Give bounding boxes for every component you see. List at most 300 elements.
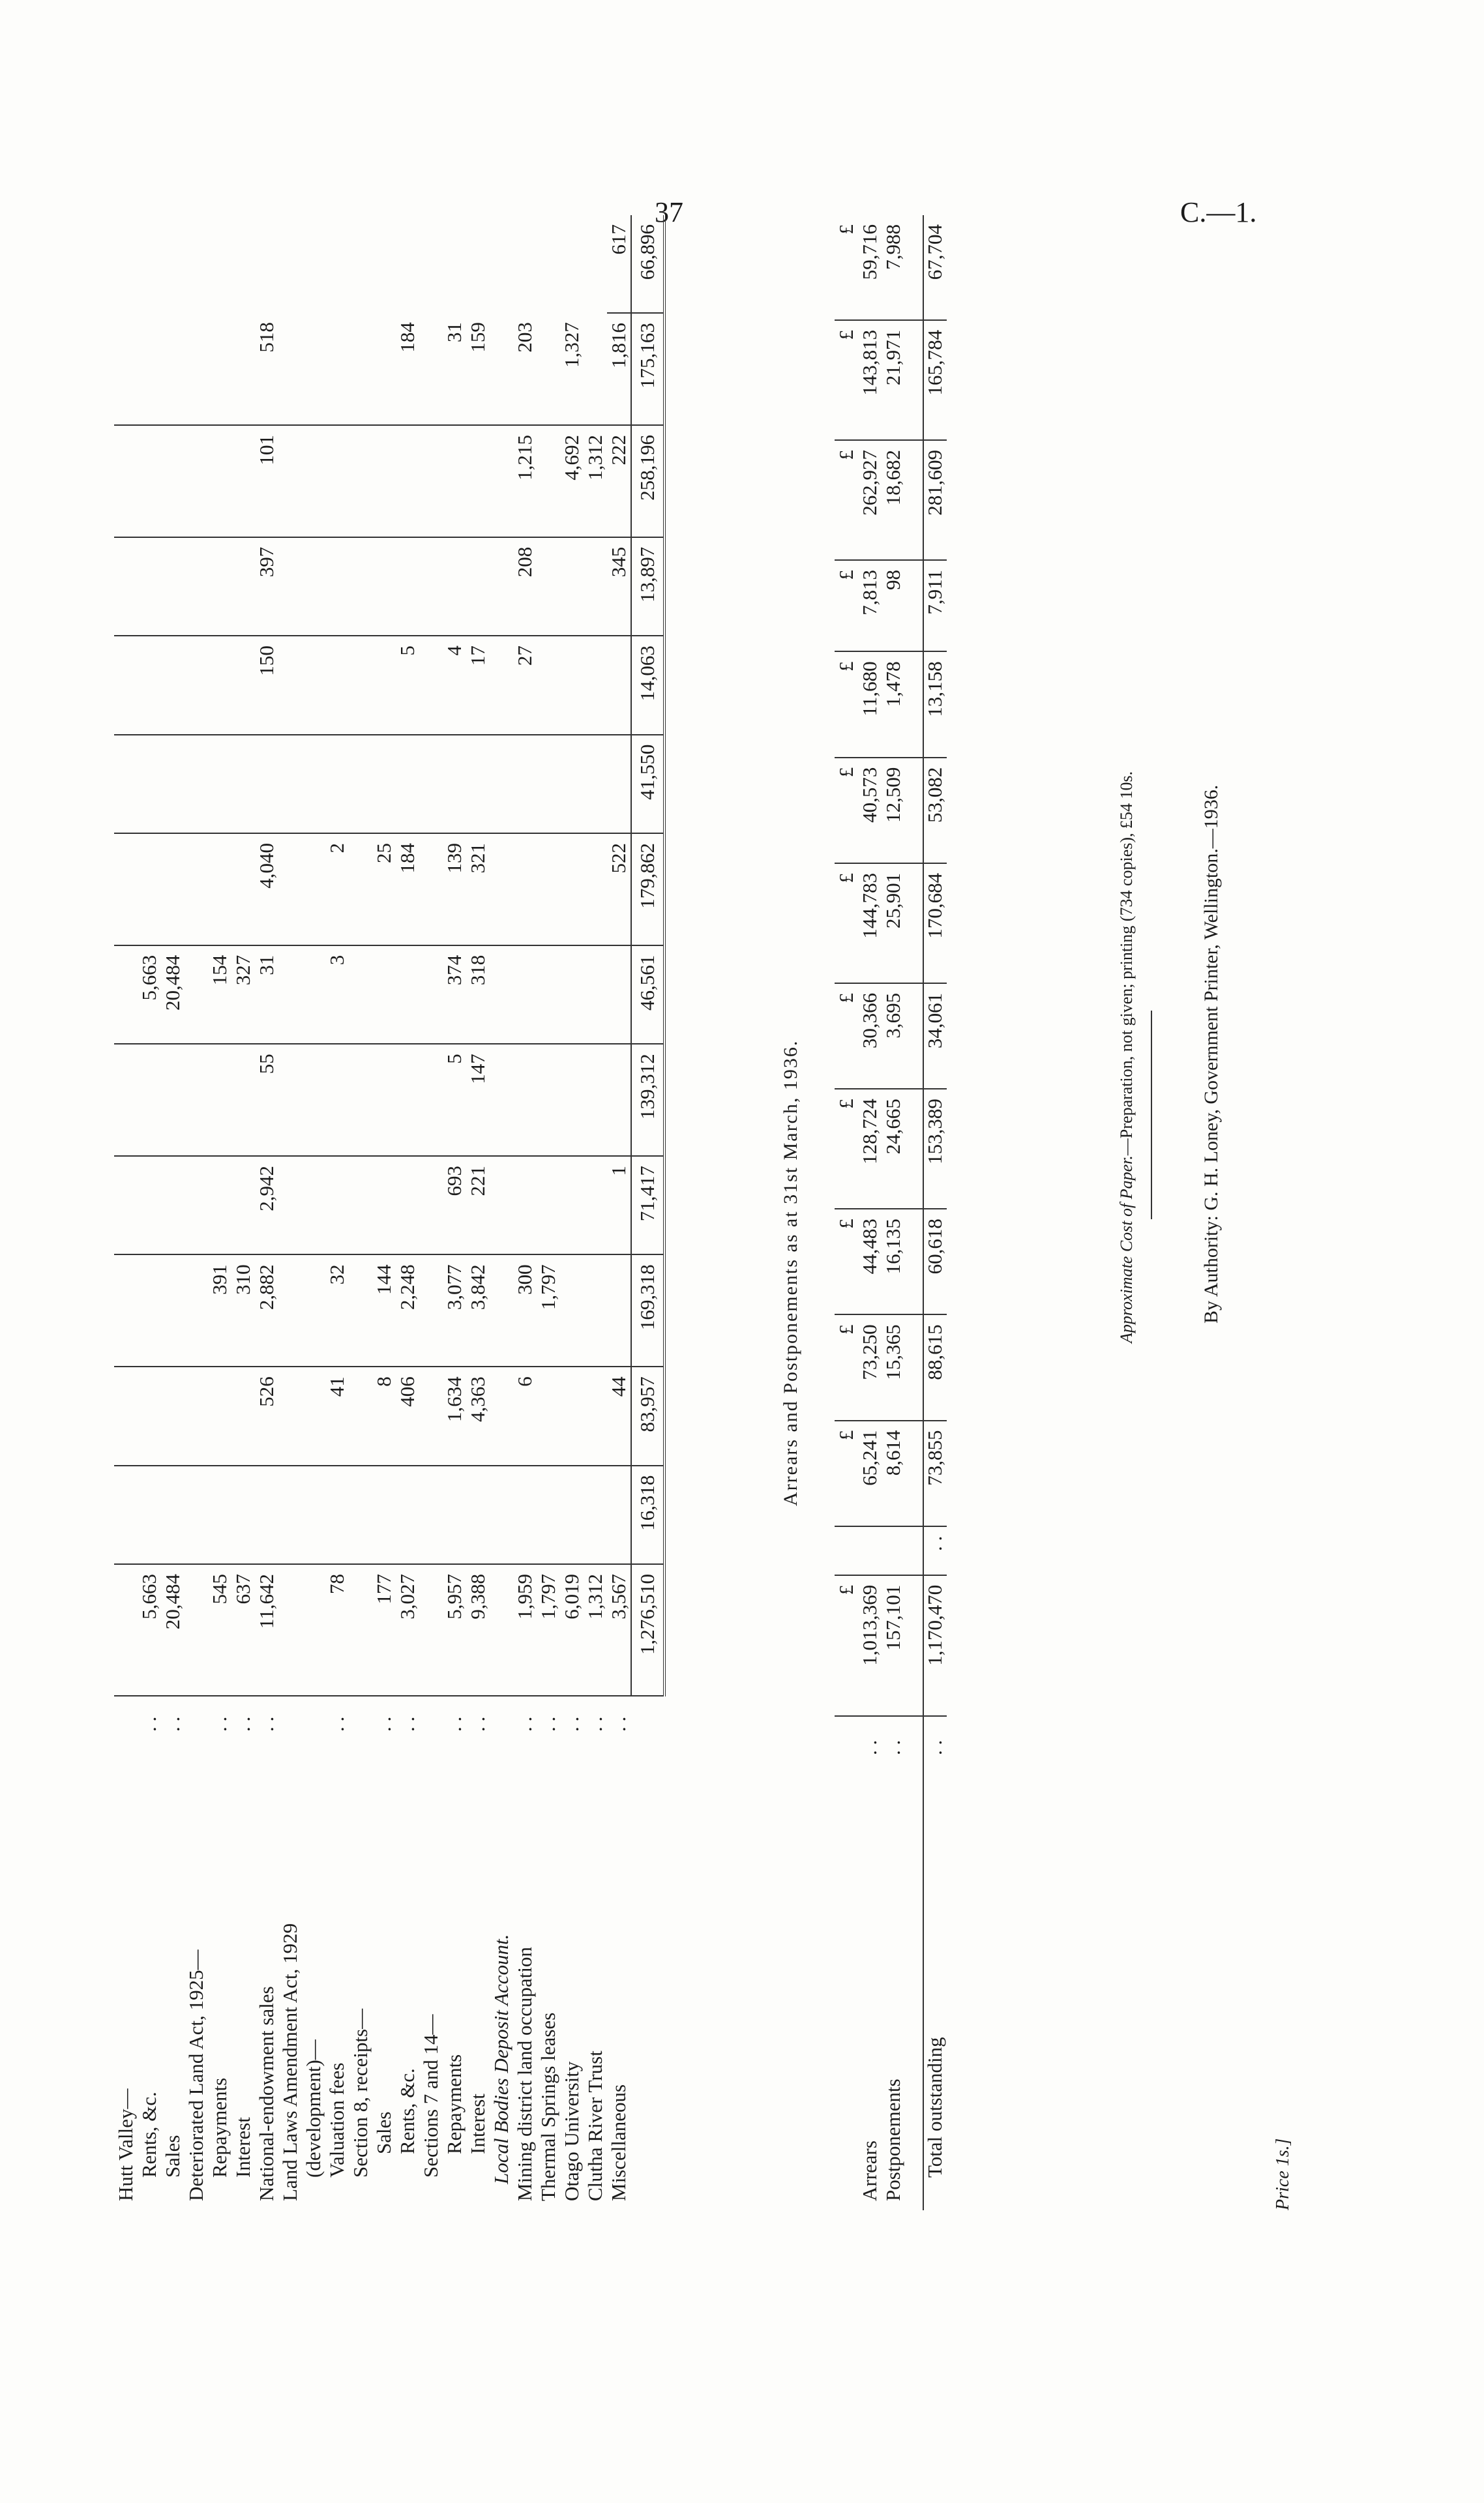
- table-cell: [349, 1466, 372, 1564]
- arrears-heading: Arrears and Postponements as at 31st March, 1936.: [780, 1039, 801, 1506]
- row-label: Repayments: [443, 2054, 466, 2154]
- total-cell: 13,897: [631, 537, 664, 636]
- table-cell: 31: [443, 313, 466, 425]
- table-cell: 32: [325, 1254, 349, 1367]
- table-cell: [443, 735, 466, 833]
- table-cell: 25: [372, 833, 396, 945]
- table-cell: [349, 833, 372, 945]
- leader-dots: . .: [231, 1716, 254, 1732]
- table-cell: [513, 833, 537, 945]
- table-cell: [325, 425, 349, 537]
- table-cell: [231, 537, 255, 636]
- table-cell: [325, 735, 349, 833]
- total-cell: 66,896: [631, 215, 664, 313]
- table-cell: [161, 1367, 185, 1465]
- table-cell: [138, 1254, 161, 1367]
- table-cell: [208, 537, 231, 636]
- table-cell: [607, 1044, 631, 1156]
- spacer-cell: [905, 758, 923, 863]
- table-cell: 1,959: [513, 1564, 537, 1696]
- table-cell: 4,040: [255, 833, 278, 945]
- totals-row: [631, 215, 664, 2210]
- table-cell: 16,135: [882, 1209, 905, 1314]
- table-cell: [278, 1367, 302, 1465]
- table-cell: [278, 425, 302, 537]
- table-cell: [302, 1367, 325, 1465]
- currency-symbol: £: [835, 1209, 858, 1314]
- table-cell: 2: [325, 833, 349, 945]
- table-cell: [349, 735, 372, 833]
- spacer-cell: [905, 560, 923, 651]
- table-cell: [490, 1044, 513, 1156]
- table-cell: 144: [372, 1254, 396, 1367]
- table-cell: [396, 425, 419, 537]
- printer-authority: By Authority: G. H. Loney, Government Printer, Wellington.—1936.: [1200, 784, 1222, 1324]
- table-row: [490, 215, 513, 2210]
- table-cell: [302, 1564, 325, 1696]
- table-cell: [185, 1156, 208, 1254]
- table-cell: [372, 735, 396, 833]
- leader-dots: . .: [923, 1740, 946, 1755]
- table-row: [278, 215, 302, 2210]
- table-cell: [302, 735, 325, 833]
- table-cell: [114, 1466, 138, 1564]
- table-cell: 262,927: [858, 440, 882, 560]
- table-cell: [513, 945, 537, 1044]
- table-cell: [208, 1044, 231, 1156]
- row-label: Local Bodies Deposit Account.: [490, 1934, 512, 2184]
- table-cell: [349, 1156, 372, 1254]
- table-cell: [372, 945, 396, 1044]
- table-cell: 522: [607, 833, 631, 945]
- table-cell: [208, 1367, 231, 1465]
- table-cell: [208, 1156, 231, 1254]
- table-cell: [302, 636, 325, 734]
- table-cell: [255, 1466, 278, 1564]
- table-cell: [537, 945, 560, 1044]
- table-cell: 8,614: [882, 1421, 905, 1526]
- table-cell: [490, 945, 513, 1044]
- table-row: [114, 215, 138, 2210]
- table-cell: 4: [443, 636, 466, 734]
- table-cell: [490, 1367, 513, 1465]
- table-cell: [231, 1466, 255, 1564]
- currency-symbol: £: [835, 863, 858, 983]
- leader-dots: . .: [882, 1740, 904, 1755]
- table-cell: 617: [607, 215, 631, 313]
- table-cell: 3,842: [466, 1254, 490, 1367]
- table-row: [372, 215, 396, 2210]
- table-cell: [231, 313, 255, 425]
- table-cell: [161, 636, 185, 734]
- table-cell: 406: [396, 1367, 419, 1465]
- table-cell: [490, 636, 513, 734]
- table-cell: [278, 1254, 302, 1367]
- table-row: [396, 215, 419, 2210]
- spacer-cell: [905, 1575, 923, 1717]
- table-cell: 5,663: [138, 1564, 161, 1696]
- total-cell: 53,082: [923, 758, 947, 863]
- table-cell: [882, 1526, 905, 1575]
- table-cell: [560, 735, 584, 833]
- total-cell: 169,318: [631, 1254, 664, 1367]
- table-cell: [349, 425, 372, 537]
- table-cell: 177: [372, 1564, 396, 1696]
- table-cell: 17: [466, 636, 490, 734]
- table-cell: [185, 1564, 208, 1696]
- table-cell: [560, 1367, 584, 1465]
- table-cell: 128,724: [858, 1089, 882, 1209]
- table-cell: [185, 313, 208, 425]
- row-label: Miscellaneous: [607, 2084, 630, 2201]
- table-cell: [419, 1254, 443, 1367]
- table-cell: [138, 1044, 161, 1156]
- table-cell: [161, 313, 185, 425]
- table-cell: [513, 1044, 537, 1156]
- table-cell: [302, 425, 325, 537]
- leader-dots: [490, 1696, 513, 1741]
- table-cell: 139: [443, 833, 466, 945]
- table-row: [584, 215, 607, 2210]
- table-row: [443, 215, 466, 2210]
- table-cell: 203: [513, 313, 537, 425]
- table-cell: [560, 1156, 584, 1254]
- table-cell: 7,813: [858, 560, 882, 651]
- table-cell: 44,483: [858, 1209, 882, 1314]
- table-cell: [185, 945, 208, 1044]
- table-cell: [161, 735, 185, 833]
- table-cell: [396, 1466, 419, 1564]
- currency-row: [835, 215, 858, 2210]
- table-cell: [325, 537, 349, 636]
- table-cell: 9,388: [466, 1564, 490, 1696]
- table-cell: 73,250: [858, 1314, 882, 1420]
- table-cell: 208: [513, 537, 537, 636]
- document-code: C.—1.: [1180, 196, 1257, 228]
- table-cell: 391: [208, 1254, 231, 1367]
- table-cell: 12,509: [882, 758, 905, 863]
- table-cell: 20,484: [161, 945, 185, 1044]
- row-label: (development)—: [302, 2039, 325, 2178]
- table-cell: [396, 537, 419, 636]
- total-cell: 46,561: [631, 945, 664, 1044]
- table-cell: [278, 537, 302, 636]
- table-cell: [231, 636, 255, 734]
- leader-dots: . .: [255, 1716, 278, 1732]
- table-cell: 15,365: [882, 1314, 905, 1420]
- table-cell: [419, 1367, 443, 1465]
- table-cell: [466, 735, 490, 833]
- table-cell: [537, 1367, 560, 1465]
- table-cell: [278, 1466, 302, 1564]
- table-cell: [419, 1466, 443, 1564]
- table-cell: 78: [325, 1564, 349, 1696]
- table-cell: 31: [255, 945, 278, 1044]
- table-cell: [138, 425, 161, 537]
- table-cell: 374: [443, 945, 466, 1044]
- table-cell: [584, 313, 607, 425]
- row-label: Hutt Valley—: [114, 2088, 137, 2201]
- leader-dots: . .: [607, 1716, 630, 1732]
- table-cell: [584, 945, 607, 1044]
- table-cell: [537, 735, 560, 833]
- table-cell: [302, 1044, 325, 1156]
- table-row: [185, 215, 208, 2210]
- table-cell: 1,816: [607, 313, 631, 425]
- table-cell: [349, 945, 372, 1044]
- table-cell: 144,783: [858, 863, 882, 983]
- table-cell: 1,312: [584, 1564, 607, 1696]
- table-cell: [419, 537, 443, 636]
- table-cell: 693: [443, 1156, 466, 1254]
- table-cell: [466, 1466, 490, 1564]
- table-cell: 518: [255, 313, 278, 425]
- table-cell: [231, 833, 255, 945]
- table-cell: [114, 425, 138, 537]
- table-row: [349, 215, 372, 2210]
- table-cell: [537, 1156, 560, 1254]
- spacer-cell: [905, 1716, 923, 1764]
- total-cell: 73,855: [923, 1421, 947, 1526]
- table-cell: [584, 1466, 607, 1564]
- table-cell: [138, 313, 161, 425]
- table-row: [607, 215, 631, 2210]
- table-cell: [185, 1254, 208, 1367]
- table-cell: [513, 1466, 537, 1564]
- row-label: Valuation fees: [325, 2062, 348, 2178]
- cost-note-text: —Preparation, not given; printing (734 copies), £54 10s.: [1117, 771, 1136, 1156]
- table-cell: [138, 833, 161, 945]
- table-cell: [858, 1526, 882, 1575]
- table-cell: [325, 1156, 349, 1254]
- table-cell: [396, 735, 419, 833]
- table-cell: [325, 636, 349, 734]
- table-cell: [584, 636, 607, 734]
- row-label: Otago University: [560, 2061, 583, 2201]
- table-cell: [114, 1254, 138, 1367]
- spacer-cell: [905, 1526, 923, 1575]
- table-cell: [490, 1466, 513, 1564]
- table-cell: 18,682: [882, 440, 905, 560]
- leader-dots: [278, 1696, 302, 1741]
- table-cell: [490, 313, 513, 425]
- table-row: [419, 215, 443, 2210]
- spacer-cell: [905, 320, 923, 440]
- table-cell: [372, 313, 396, 425]
- table-row: [325, 215, 349, 2210]
- table-cell: [185, 537, 208, 636]
- table-cell: [537, 1466, 560, 1564]
- table-cell: [325, 313, 349, 425]
- table-cell: 5,663: [138, 945, 161, 1044]
- table-cell: [560, 1044, 584, 1156]
- total-cell: 139,312: [631, 1044, 664, 1156]
- leader-dots: . .: [208, 1716, 231, 1732]
- table-cell: 637: [231, 1564, 255, 1696]
- spacer-cell: [905, 863, 923, 983]
- cost-note: [1115, 771, 1138, 1343]
- table-row: [208, 215, 231, 2210]
- table-cell: 397: [255, 537, 278, 636]
- spacer-cell: [905, 651, 923, 757]
- total-cell: 14,063: [631, 636, 664, 734]
- table-cell: [161, 537, 185, 636]
- total-cell: 281,609: [923, 440, 947, 560]
- currency-symbol: [835, 1526, 858, 1575]
- currency-symbol: £: [835, 1421, 858, 1526]
- table-cell: [513, 1156, 537, 1254]
- table-row: [537, 215, 560, 2210]
- table-cell: [114, 945, 138, 1044]
- table-cell: [372, 1466, 396, 1564]
- table-cell: 21,971: [882, 320, 905, 440]
- table-cell: 3,077: [443, 1254, 466, 1367]
- table-cell: [443, 425, 466, 537]
- table-cell: [161, 1254, 185, 1367]
- table-cell: 150: [255, 636, 278, 734]
- spacer-row: [905, 215, 923, 2210]
- row-label: Section 8, receipts—: [349, 2008, 372, 2178]
- total-cell: 71,417: [631, 1156, 664, 1254]
- table-cell: [537, 636, 560, 734]
- table-cell: 2,942: [255, 1156, 278, 1254]
- table-cell: [231, 735, 255, 833]
- currency-symbol: £: [835, 651, 858, 757]
- total-cell: 179,862: [631, 833, 664, 945]
- leader-dots: [114, 1696, 138, 1741]
- cost-note-label: Approximate Cost of Paper.: [1117, 1155, 1136, 1343]
- table-cell: 4,692: [560, 425, 584, 537]
- table-cell: 44: [607, 1367, 631, 1465]
- row-label: National-endowment sales: [255, 1986, 278, 2201]
- table-cell: [138, 1466, 161, 1564]
- table-cell: [443, 1466, 466, 1564]
- leader-dots: [185, 1696, 208, 1741]
- leader-dots: [835, 1716, 858, 1764]
- table-cell: 147: [466, 1044, 490, 1156]
- table-cell: 318: [466, 945, 490, 1044]
- total-cell: 16,318: [631, 1466, 664, 1564]
- table-cell: [419, 1044, 443, 1156]
- leader-dots: . .: [537, 1716, 559, 1732]
- table-cell: 345: [607, 537, 631, 636]
- table-cell: [161, 1466, 185, 1564]
- table-cell: [560, 833, 584, 945]
- table-cell: 6: [513, 1367, 537, 1465]
- table-cell: [302, 537, 325, 636]
- table-row: [560, 215, 584, 2210]
- table-cell: 6,019: [560, 1564, 584, 1696]
- table-cell: [208, 735, 231, 833]
- row-label: Repayments: [208, 2077, 231, 2178]
- table-cell: [584, 1156, 607, 1254]
- table-cell: 7,988: [882, 215, 905, 320]
- table-cell: [584, 1044, 607, 1156]
- table-cell: 1: [607, 1156, 631, 1254]
- table-row: [255, 215, 278, 2210]
- table-cell: 1,327: [560, 313, 584, 425]
- table-cell: [161, 425, 185, 537]
- table-cell: 184: [396, 833, 419, 945]
- table-cell: [537, 833, 560, 945]
- table-cell: [114, 1564, 138, 1696]
- leader-dots: . .: [513, 1716, 536, 1732]
- spacer-cell: [905, 215, 923, 320]
- table-cell: 321: [466, 833, 490, 945]
- table-cell: [396, 1044, 419, 1156]
- page-number: 37: [655, 196, 683, 228]
- row-label: Sales: [161, 2135, 184, 2178]
- spacer-cell: [905, 983, 923, 1089]
- receipts-table: [114, 215, 666, 2210]
- table-row: [138, 215, 161, 2210]
- table-row: [302, 215, 325, 2210]
- currency-symbol: £: [835, 440, 858, 560]
- total-cell: 258,196: [631, 425, 664, 537]
- table-cell: 1,215: [513, 425, 537, 537]
- table-cell: [114, 735, 138, 833]
- table-cell: [349, 537, 372, 636]
- price-note: Price 1s.]: [1273, 2138, 1293, 2210]
- table-cell: [302, 945, 325, 1044]
- table-cell: [185, 1466, 208, 1564]
- table-cell: [372, 1156, 396, 1254]
- row-label: Sales: [372, 2111, 395, 2154]
- table-cell: 3,027: [396, 1564, 419, 1696]
- table-cell: 65,241: [858, 1421, 882, 1526]
- table-row: [858, 215, 882, 2210]
- table-cell: 1,634: [443, 1367, 466, 1465]
- table-cell: [584, 537, 607, 636]
- table-cell: 2,248: [396, 1254, 419, 1367]
- table-cell: 98: [882, 560, 905, 651]
- table-cell: 8: [372, 1367, 396, 1465]
- table-cell: [372, 1044, 396, 1156]
- table-cell: [114, 313, 138, 425]
- leader-dots: [631, 1696, 664, 1741]
- table-row: [882, 215, 905, 2210]
- table-cell: [349, 1367, 372, 1465]
- table-cell: [537, 313, 560, 425]
- table-cell: [419, 1156, 443, 1254]
- table-cell: [490, 833, 513, 945]
- leader-dots: . .: [584, 1716, 606, 1732]
- table-cell: [138, 1156, 161, 1254]
- table-cell: 300: [513, 1254, 537, 1367]
- table-cell: [349, 636, 372, 734]
- table-row: [513, 215, 537, 2210]
- table-cell: 184: [396, 313, 419, 425]
- row-label: Sections 7 and 14—: [419, 2014, 442, 2178]
- table-cell: 25,901: [882, 863, 905, 983]
- table-cell: [138, 636, 161, 734]
- table-cell: 59,716: [858, 215, 882, 320]
- table-cell: [537, 537, 560, 636]
- table-cell: [114, 1156, 138, 1254]
- currency-symbol: £: [835, 1314, 858, 1420]
- row-label: Arrears: [858, 2140, 881, 2201]
- table-cell: [208, 1466, 231, 1564]
- leader-dots: . .: [560, 1716, 583, 1732]
- table-row: [466, 215, 490, 2210]
- total-cell: . .: [923, 1526, 947, 1575]
- row-label: Interest: [231, 2117, 254, 2178]
- table-cell: 221: [466, 1156, 490, 1254]
- total-cell: 1,276,510: [631, 1564, 664, 1696]
- total-cell: 153,389: [923, 1089, 947, 1209]
- table-cell: [278, 945, 302, 1044]
- table-row: [231, 215, 255, 2210]
